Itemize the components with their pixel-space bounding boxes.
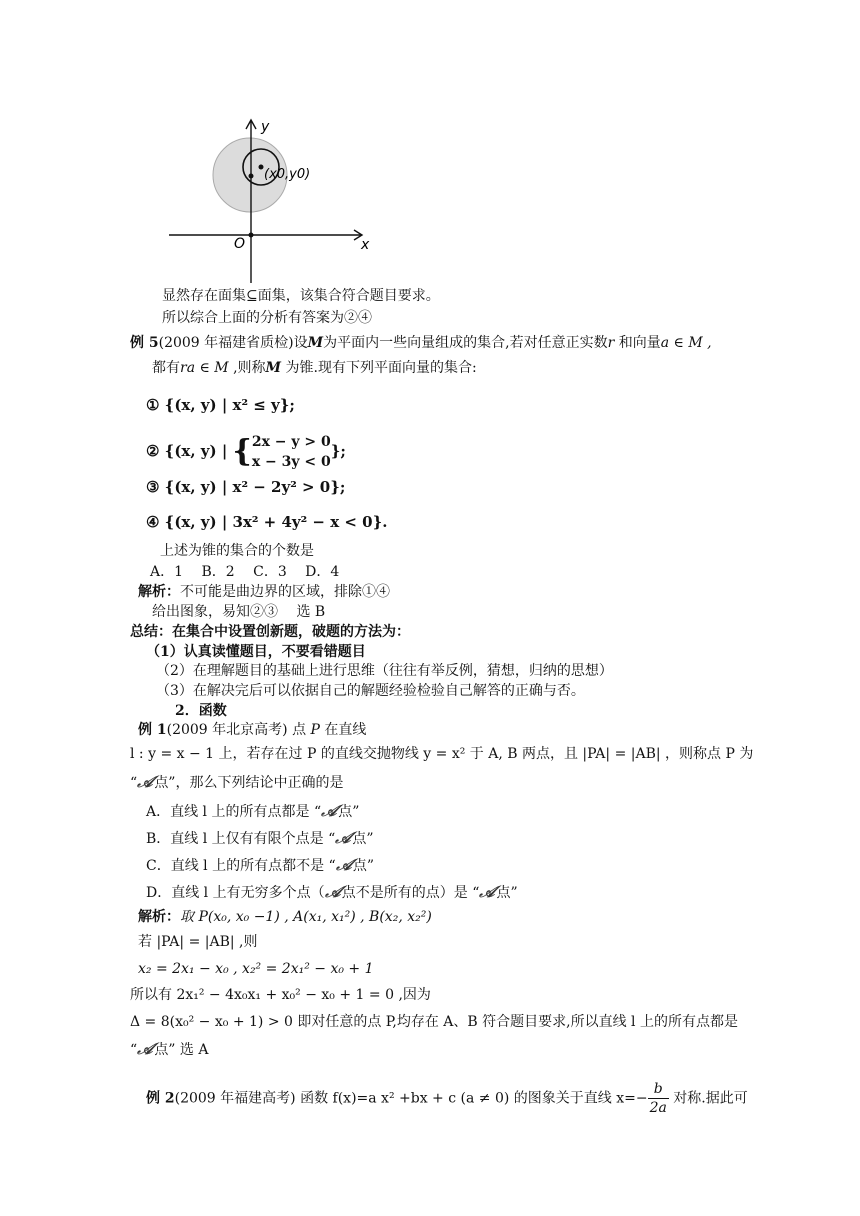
numerator: b	[648, 1080, 669, 1099]
fraction	[648, 1080, 669, 1117]
example-source: (2009 年北京高考) 点	[166, 722, 311, 738]
text-seg: 点不是所有的点）是 “	[341, 885, 480, 901]
solution-1-d: 所以有 2x₁² − 4x₀x₁ + x₀² − x₀ + 1 = 0 ,因为	[130, 987, 431, 1003]
ab-point-icon: 𝒜	[320, 801, 340, 820]
text-seg: C．直线 l 上的所有点都不是 “	[146, 858, 336, 874]
text-seg: B．直线 l 上仅有有限个点是 “	[146, 831, 336, 847]
ab-point-icon: 𝒜	[136, 772, 156, 791]
text-seg: 点”，那么下列结论中正确的是	[154, 775, 344, 791]
ab-point-icon: 𝒜	[136, 1039, 156, 1058]
conclusion-line: 显然存在面集⊆面集，该集合符合题目要求。	[162, 288, 440, 304]
solution-1-c: x₂ = 2x₁ − x₀ , x₂² = 2x₁² − x₀ + 1	[138, 961, 374, 977]
example5-heading	[130, 334, 712, 352]
quote-open: “	[130, 1042, 138, 1058]
summary-point-1: （1）认真读懂题目，不要看错题目	[146, 644, 366, 660]
example1-line3	[130, 773, 343, 792]
ab-point-icon: 𝒜	[323, 882, 343, 901]
solution-1-a	[138, 908, 432, 926]
answer-summary-line: 所以综合上面的分析有答案为②④	[162, 310, 372, 326]
example-text: (2009 年福建高考) 函数 f(x)=a x² +bx + c (a ≠ 0) 的图象关于直线 x=−	[174, 1090, 648, 1107]
solution-1-e: Δ = 8(x₀² − x₀ + 1) > 0 即对任意的点 P,均存在 A、B 符合题目要求,所以直线 l 上的所有点都是	[130, 1014, 738, 1030]
text-seg: 点”	[496, 885, 518, 901]
answer-choices-5: A．1 B．2 C．3 D．4	[150, 564, 340, 580]
ab-point-icon: 𝒜	[478, 882, 498, 901]
text-seg: A．直线 l 上的所有点都是 “	[146, 804, 322, 820]
option-2	[146, 432, 346, 472]
example-text: 为平面内一些向量组成的集合,若对任意正实数	[323, 335, 608, 351]
solution-1-b: 若 |PA| = |AB| ,则	[138, 934, 258, 950]
example2-heading	[146, 1080, 748, 1117]
set-symbol: M	[307, 335, 324, 351]
section-heading-functions: 2．函数	[175, 703, 227, 719]
example-text: 在直线	[319, 722, 367, 738]
y-axis-label: y	[261, 119, 270, 135]
ab-point-icon: 𝒜	[334, 828, 354, 847]
coordinate-figure	[165, 115, 375, 285]
point-label: (x0,y0)	[264, 167, 311, 182]
option-2-system	[252, 432, 331, 472]
text-seg: 点” 选 A	[154, 1042, 209, 1058]
x-axis-label: x	[361, 237, 370, 253]
set-symbol: M	[265, 360, 282, 376]
solution-5-b: 给出图象，易知②③ 选 B	[152, 604, 326, 620]
vector-a: a ∈ M ,	[660, 335, 712, 351]
example1-heading	[138, 721, 366, 739]
center-point	[259, 165, 264, 170]
example1-line2: l : y = x − 1 上，若存在过 P 的直线交抛物线 y = x² 于 A, B 两点，且 |PA| = |AB| ，则称点 P 为	[130, 746, 754, 762]
option-A	[146, 802, 359, 821]
inequality-2: x − 3y < 0	[251, 454, 331, 470]
inequality-1: 2x − y > 0	[251, 434, 331, 450]
text-seg: 为锥.现有下列平面向量的集合:	[281, 360, 477, 376]
summary-heading: 总结：在集合中设置创新题，破题的方法为：	[130, 624, 410, 640]
origin-label: O	[234, 236, 246, 252]
solution-1-f	[130, 1040, 208, 1059]
origin-point	[249, 233, 254, 238]
solution-5-a	[138, 583, 390, 601]
example-label: 例 1	[138, 722, 167, 738]
var-r: r	[607, 335, 615, 351]
example-text-2: 对称.据此可	[668, 1090, 748, 1107]
option-D	[146, 883, 518, 902]
denominator: 2a	[649, 1100, 667, 1116]
example-label: 例 5	[130, 335, 159, 351]
text-seg: D．直线 l 上有无穷多个点（	[146, 885, 325, 901]
option-2-head: ② {(x, y) |	[146, 442, 228, 460]
solution-label: 解析：	[138, 584, 180, 600]
brace-icon: {	[232, 434, 252, 469]
summary-point-3: （3）在解决完后可以依据自己的解题经验检验自己解答的正确与否。	[156, 683, 585, 699]
example5-line2	[152, 359, 477, 377]
text-seg: 都有	[152, 360, 180, 376]
option-2-tail: };	[330, 442, 346, 460]
quote-open: “	[130, 775, 138, 791]
text-seg: ,则称	[228, 360, 266, 376]
option-C	[146, 856, 374, 875]
option-1: ① {(x, y) | x² ≤ y};	[146, 396, 295, 414]
option-3: ③ {(x, y) | x² − 2y² > 0};	[146, 478, 346, 496]
text-seg: 点”	[352, 858, 375, 874]
solution-text: 取 P(x₀, x₀ −1) , A(x₁, x₁²) , B(x₂, x₂²)	[180, 909, 432, 925]
var-P: P	[310, 722, 320, 738]
example-source: (2009 年福建省质检)设	[158, 335, 308, 351]
summary-point-2: （2）在理解题目的基础上进行思维（往往有举反例，猜想，归纳的思想）	[156, 663, 613, 679]
question-5: 上述为锥的集合的个数是	[160, 543, 314, 559]
option-B	[146, 829, 374, 848]
text-seg: 点”	[352, 831, 374, 847]
example-text-2: 和向量	[614, 335, 661, 351]
ab-point-icon: 𝒜	[334, 855, 354, 874]
solution-text: 不可能是曲边界的区域，排除①④	[180, 584, 390, 600]
solution-label: 解析：	[138, 909, 180, 925]
option-4: ④ {(x, y) | 3x² + 4y² − x < 0}.	[146, 513, 388, 531]
text-seg: 点”	[338, 804, 360, 820]
example-label: 例 2	[146, 1090, 175, 1107]
vector-ra: ra ∈ M	[180, 360, 229, 376]
